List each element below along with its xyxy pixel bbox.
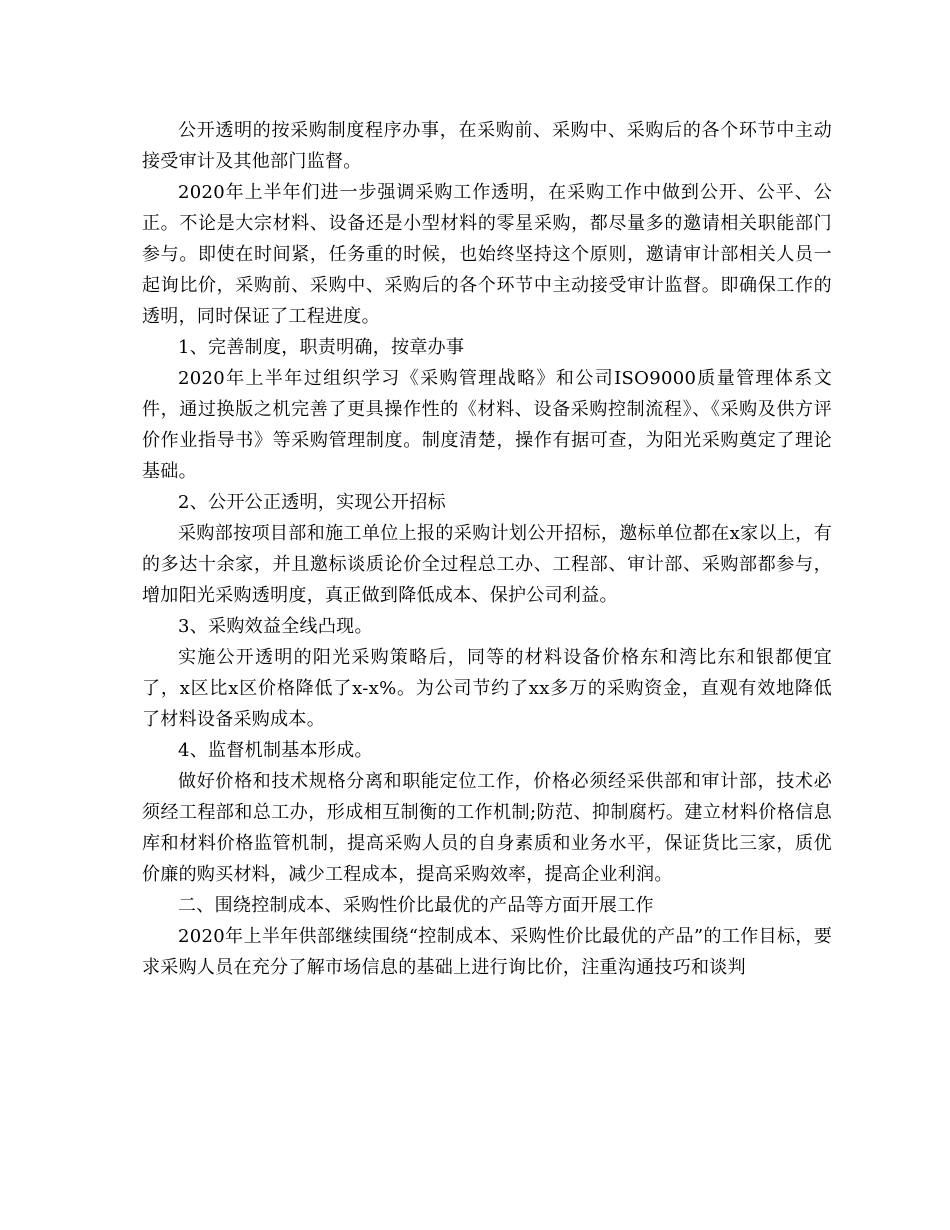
- paragraph: 2020年上半年们进一步强调采购工作透明，在采购工作中做到公开、公平、公正。不论是大宗材料、设备还是小型材料的零星采购，都尽量多的邀请相关职能部门参与。即使在时间紧，任务重的时候，也始终坚持这个原则，邀请审计部相关人员一起询比价，采购前、采购中、采购后的各个环节中主动接受审计监督。即确保工作的透明，同时保证了工程进度。: [142, 182, 832, 327]
- section-heading: 4、监督机制基本形成。: [178, 740, 373, 761]
- section-heading: 二、围绕控制成本、采购性价比最优的产品等方面开展工作: [178, 895, 654, 916]
- document-body: [142, 115, 832, 983]
- paragraph: 2020年上半年供部继续围绕“控制成本、采购性价比最优的产品”的工作目标，要求采购人员在充分了解市场信息的基础上进行询比价，注重沟通技巧和谈判: [142, 926, 832, 978]
- section-heading: 1、完善制度，职责明确，按章办事: [178, 337, 465, 358]
- paragraph: 实施公开透明的阳光采购策略后，同等的材料设备价格东和湾比东和银都便宜了，x区比x区价格降低了x-x%。为公司节约了xx多万的采购资金，直观有效地降低了材料设备采购成本。: [142, 647, 832, 730]
- paragraph: 2020年上半年过组织学习《采购管理战略》和公司ISO9000质量管理体系文件，通过换版之机完善了更具操作性的《材料、设备采购控制流程》、《采购及供方评价作业指导书》等采购管理制度。制度清楚，操作有据可查，为阳光采购奠定了理论基础。: [142, 368, 832, 482]
- paragraph: 公开透明的按采购制度程序办事，在采购前、采购中、采购后的各个环节中主动接受审计及其他部门监督。: [142, 120, 832, 172]
- section-heading: 2、公开公正透明，实现公开招标: [178, 492, 446, 513]
- paragraph: 做好价格和技术规格分离和职能定位工作，价格必须经采供部和审计部，技术必须经工程部和总工办，形成相互制衡的工作机制;防范、抑制腐朽。建立材料价格信息库和材料价格监管机制，提高采购人员的自身素质和业务水平，保证货比三家，质优价廉的购买材料，减少工程成本，提高采购效率，提高企业利润。: [142, 771, 832, 885]
- paragraph: 采购部按项目部和施工单位上报的采购计划公开招标，邀标单位都在x家以上，有的多达十余家，并且邀标谈质论价全过程总工办、工程部、审计部、采购部都参与，增加阳光采购透明度，真正做到降低成本、保护公司利益。: [142, 523, 832, 606]
- section-heading: 3、采购效益全线凸现。: [178, 616, 373, 637]
